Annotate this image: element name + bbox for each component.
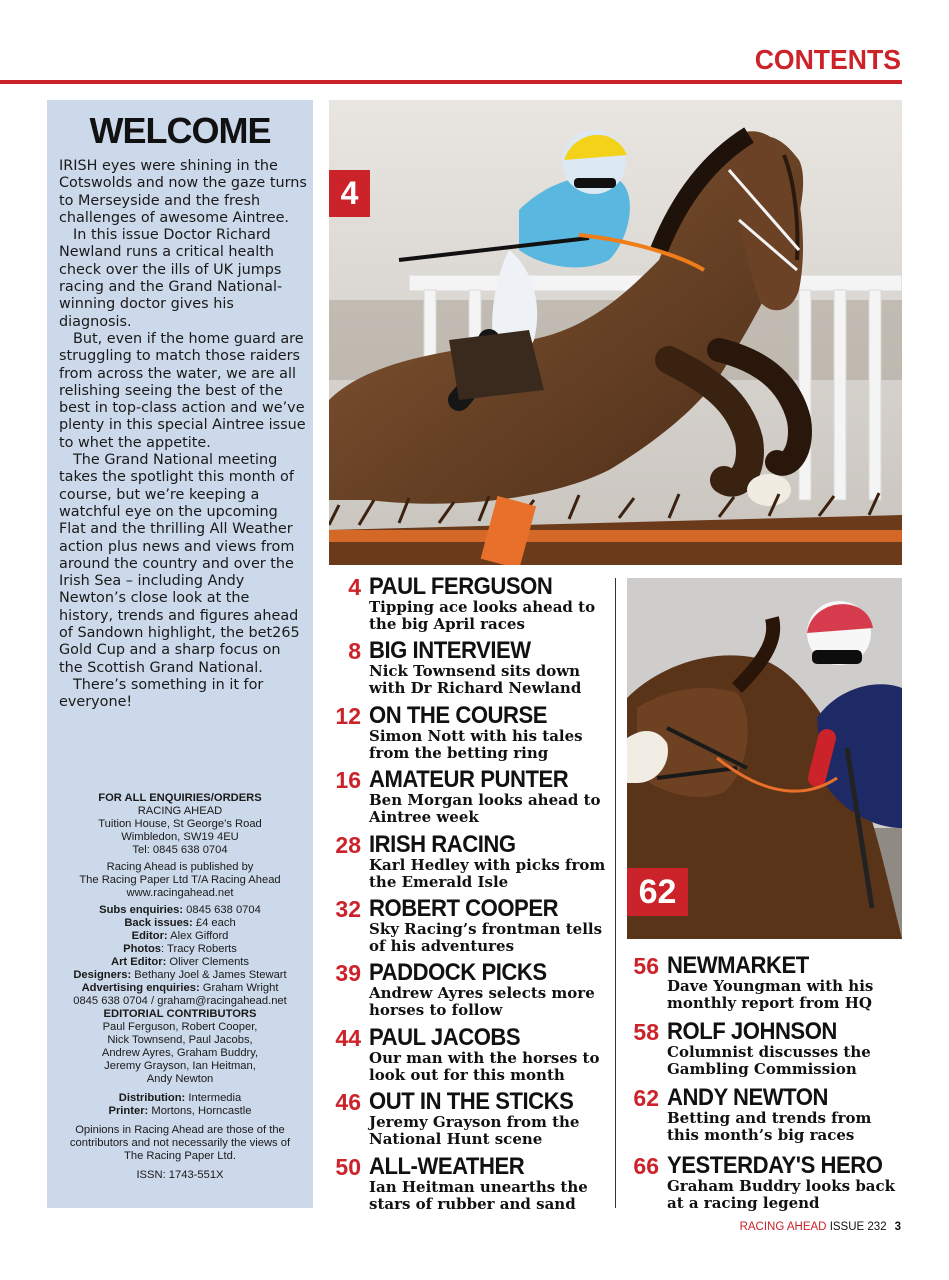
credits-label: Back issues: (124, 917, 193, 929)
credits-heading: EDITORIAL CONTRIBUTORS (103, 1008, 257, 1020)
credits-contributors: Andy Newton (146, 1073, 214, 1085)
entry-page-number: 62 (633, 1085, 659, 1111)
credits-contributors: Nick Townsend, Paul Jacobs, (107, 1034, 253, 1046)
entry-title: AMATEUR PUNTER (369, 766, 569, 793)
credits-contributors: Paul Ferguson, Robert Cooper, (102, 1021, 258, 1033)
credits-contributors: Jeremy Grayson, Ian Heitman, (104, 1060, 256, 1072)
column-divider (615, 578, 616, 1208)
entry-title: PAUL FERGUSON (369, 573, 553, 600)
entry-title: YESTERDAY'S HERO (667, 1152, 883, 1179)
secondary-photo (627, 578, 902, 939)
entry-description: Columnist discusses the Gambling Commission (667, 1043, 871, 1078)
entry-page-number: 12 (335, 703, 361, 729)
welcome-paragraph: In this issue Doctor Richard Newland runs a critical health check over the ills of UK jumps racing and the Grand National-winning doctor gives his diagnosis. (59, 227, 283, 330)
credits-tel: Tel: 0845 638 0704 (132, 844, 228, 856)
entry-description: Andrew Ayres selects more horses to follow (369, 984, 595, 1019)
entry-description: Ben Morgan looks ahead to Aintree week (369, 791, 601, 826)
credits-disclaimer: contributors and not necessarily the views of (69, 1137, 291, 1149)
credits-value: Alex Gifford (167, 930, 229, 942)
entry-title: BIG INTERVIEW (369, 637, 531, 664)
page-footer (740, 1221, 901, 1233)
credits-heading: FOR ALL ENQUIRIES/ORDERS (98, 792, 262, 804)
credits-value: Oliver Clements (166, 956, 249, 968)
entry-description: Betting and trends from this month’s big races (667, 1109, 872, 1144)
entry-title: PAUL JACOBS (369, 1024, 521, 1051)
credits-label: Designers: (73, 969, 132, 981)
entry-title: ON THE COURSE (369, 702, 548, 729)
credits-label: Art Editor: (111, 956, 167, 968)
credits-label: Printer: (108, 1105, 149, 1117)
entry-description: Jeremy Grayson from the National Hunt scene (369, 1113, 580, 1148)
welcome-paragraph: There’s something in it for everyone! (59, 676, 264, 711)
entry-description: Nick Townsend sits down with Dr Richard Newland (369, 662, 582, 697)
credits-value: Intermedia (185, 1092, 242, 1104)
header-rule (0, 80, 902, 84)
credits-company: RACING AHEAD (137, 805, 223, 817)
credits-address: Wimbledon, SW19 4EU (121, 831, 239, 843)
entry-title: PADDOCK PICKS (369, 959, 547, 986)
credits-contributors: Andrew Ayres, Graham Buddry, (101, 1047, 259, 1059)
entry-title: ANDY NEWTON (667, 1084, 828, 1111)
credits-label: Subs enquiries: (99, 904, 184, 916)
entry-title: OUT IN THE STICKS (369, 1088, 574, 1115)
credits-label: Editor: (131, 930, 168, 942)
entry-page-number: 39 (335, 960, 361, 986)
entry-description: Dave Youngman with his monthly report from HQ (667, 977, 874, 1012)
credits-contact: 0845 638 0704 / graham@racingahead.net (73, 995, 287, 1007)
credits-issn: ISSN: 1743-551X (136, 1169, 224, 1181)
entry-page-number: 50 (335, 1154, 361, 1180)
credits-value: £4 each (192, 917, 236, 929)
footer-magazine: RACING AHEAD (739, 1221, 827, 1233)
entry-description: Sky Racing’s frontman tells of his adventures (369, 920, 603, 955)
credits-disclaimer: The Racing Paper Ltd. (124, 1150, 236, 1162)
credits-address: Tuition House, St George’s Road (98, 818, 262, 830)
entry-description: Ian Heitman unearths the stars of rubber and sand (369, 1178, 588, 1213)
hero-photo (329, 100, 902, 565)
entry-page-number: 8 (348, 638, 361, 664)
credits-value: Bethany Joel & James Stewart (131, 969, 287, 981)
page-badge: 62 (627, 868, 688, 916)
page-title: CONTENTS (754, 44, 901, 75)
entry-title: ALL-WEATHER (369, 1153, 525, 1180)
credits-publisher: The Racing Paper Ltd T/A Racing Ahead (79, 874, 281, 886)
credits-value: : Tracy Roberts (161, 943, 237, 955)
welcome-paragraph: But, even if the home guard are struggling to match those raiders from across the water, we are all relishing seeing the best of the best in top-class action and we’ve plenty in this special Aintree issue to whet the appetite. (59, 330, 306, 451)
credits-publisher: Racing Ahead is published by (106, 861, 254, 873)
entry-title: NEWMARKET (667, 952, 809, 979)
credits-label: Advertising enquiries: (81, 982, 200, 994)
entry-title: IRISH RACING (369, 831, 516, 858)
entry-description: Our man with the horses to look out for this month (369, 1049, 600, 1084)
credits-value: Mortons, Horncastle (148, 1105, 252, 1117)
welcome-text (59, 158, 307, 712)
credits-value: 0845 638 0704 (183, 904, 261, 916)
entry-page-number: 58 (633, 1019, 659, 1045)
entry-description: Graham Buddry looks back at a racing legend (667, 1177, 896, 1212)
entry-title: ROLF JOHNSON (667, 1018, 837, 1045)
welcome-paragraph: IRISH eyes were shining in the Cotswolds and now the gaze turns to Merseyside and the fresh challenges of awesome Aintree. (59, 158, 307, 226)
entry-description: Karl Hedley with picks from the Emerald Isle (369, 856, 606, 891)
entry-page-number: 44 (335, 1025, 361, 1051)
welcome-paragraph: The Grand National meeting takes the spotlight this month of course, but we’re keeping a watchful eye on the upcoming Flat and the thrilling All Weather action plus news and views from around the country and over the Irish Sea – including Andy Newton’s close look at the history, trends and figures ahead of Sandown highlight, the bet265 Gold Cup and a sharp focus on the Scottish Grand National. (59, 452, 300, 676)
entry-page-number: 46 (335, 1089, 361, 1115)
welcome-panel (47, 100, 313, 1208)
page-badge: 4 (329, 170, 370, 217)
entry-page-number: 28 (335, 832, 361, 858)
welcome-title: WELCOME (89, 110, 271, 151)
entry-title: ROBERT COOPER (369, 895, 559, 922)
credits-label: Distribution: (118, 1092, 186, 1104)
entry-description: Simon Nott with his tales from the betting ring (369, 727, 583, 762)
credits-disclaimer: Opinions in Racing Ahead are those of the (75, 1124, 285, 1136)
entry-page-number: 32 (335, 896, 361, 922)
entry-page-number: 56 (633, 953, 659, 979)
footer-issue: ISSUE 232 (826, 1221, 887, 1233)
credits-website[interactable]: www.racingahead.net (126, 887, 234, 899)
credits-label: Photos (123, 943, 162, 955)
entry-page-number: 4 (348, 574, 361, 600)
horse-jumping-illustration (329, 100, 902, 565)
entry-page-number: 16 (335, 767, 361, 793)
credits (47, 792, 313, 1186)
entry-page-number: 66 (633, 1153, 659, 1179)
entry-description: Tipping ace looks ahead to the big April races (369, 598, 596, 633)
credits-value: Graham Wright (199, 982, 279, 994)
footer-page-number: 3 (894, 1221, 901, 1233)
